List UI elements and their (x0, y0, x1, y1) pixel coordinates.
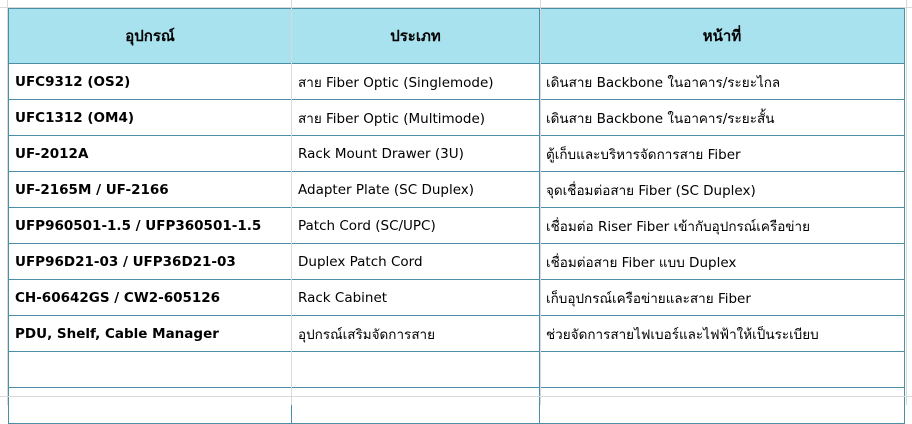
cell-type: อุปกรณ์เสริมจัดการสาย (292, 316, 540, 352)
cell-type (292, 352, 540, 388)
cell-function: จุดเชื่อมต่อสาย Fiber (SC Duplex) (540, 172, 905, 208)
table-row (9, 136, 905, 172)
sheet-gridline-vertical (906, 0, 907, 405)
table-body (9, 64, 905, 424)
sheet-gridline-horizontal (0, 7, 912, 8)
cell-device (9, 352, 292, 388)
table-row-empty (9, 352, 905, 388)
cell-device: UFP96D21-03 / UFP36D21-03 (9, 244, 292, 280)
table-row (9, 172, 905, 208)
cell-function: ช่วยจัดการสายไฟเบอร์และไฟฟ้าให้เป็นระเบียบ (540, 316, 905, 352)
cell-type: สาย Fiber Optic (Singlemode) (292, 64, 540, 100)
cell-type: Adapter Plate (SC Duplex) (292, 172, 540, 208)
table-row (9, 280, 905, 316)
sheet-gridline-vertical (540, 0, 541, 405)
table-row (9, 208, 905, 244)
cell-device: UFP960501-1.5 / UFP360501-1.5 (9, 208, 292, 244)
cell-device: UF-2165M / UF-2166 (9, 172, 292, 208)
equipment-table (8, 8, 905, 424)
cell-type: สาย Fiber Optic (Multimode) (292, 100, 540, 136)
cell-device: UF-2012A (9, 136, 292, 172)
cell-type (292, 388, 540, 424)
cell-type: Patch Cord (SC/UPC) (292, 208, 540, 244)
cell-function: เดินสาย Backbone ในอาคาร/ระยะไกล (540, 64, 905, 100)
cell-type: Rack Cabinet (292, 280, 540, 316)
cell-function: เชื่อมต่อสาย Fiber แบบ Duplex (540, 244, 905, 280)
column-header-function: หน้าที่ (540, 9, 905, 64)
cell-device (9, 388, 292, 424)
table-row (9, 244, 905, 280)
cell-device: PDU, Shelf, Cable Manager (9, 316, 292, 352)
column-header-type: ประเภท (292, 9, 540, 64)
table-row (9, 100, 905, 136)
cell-device: CH-60642GS / CW2-605126 (9, 280, 292, 316)
column-header-device: อุปกรณ์ (9, 9, 292, 64)
cell-type: Duplex Patch Cord (292, 244, 540, 280)
sheet-gridline-vertical (291, 0, 292, 405)
cell-function (540, 352, 905, 388)
cell-device: UFC9312 (OS2) (9, 64, 292, 100)
cell-device: UFC1312 (OM4) (9, 100, 292, 136)
cell-function: เก็บอุปกรณ์เครือข่ายและสาย Fiber (540, 280, 905, 316)
cell-function: เชื่อมต่อ Riser Fiber เข้ากับอุปกรณ์เครือข่าย (540, 208, 905, 244)
table-row-empty (9, 388, 905, 424)
table-row (9, 64, 905, 100)
cell-function: ตู้เก็บและบริหารจัดการสาย Fiber (540, 136, 905, 172)
cell-function: เดินสาย Backbone ในอาคาร/ระยะสั้น (540, 100, 905, 136)
cell-type: Rack Mount Drawer (3U) (292, 136, 540, 172)
cell-function (540, 388, 905, 424)
sheet-gridline-vertical (7, 0, 8, 405)
table-header-row (9, 9, 905, 64)
sheet-gridline-horizontal (0, 396, 912, 397)
table-row (9, 316, 905, 352)
